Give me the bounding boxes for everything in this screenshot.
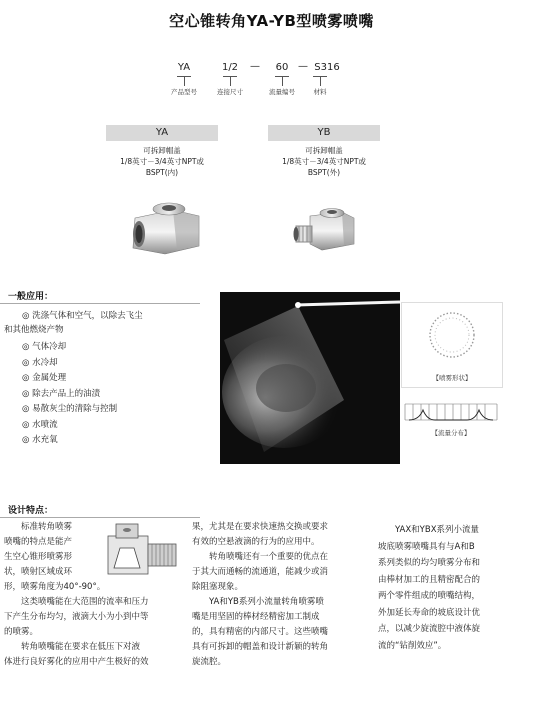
variant-yb-header: YB (268, 125, 380, 141)
design-col1-bottom: 形，喷雾角度为40°-90°。 这类喷嘴能在大范围的流率和压力 下产生分布均匀，液滴大小为小到中等 的喷雾。 转角喷嘴能在要求在低压下对液 体进行良好雾化的应用中产生极好的效 (4, 582, 149, 667)
list-item: ◎ 除去产品上的油渍 (22, 388, 101, 399)
code-label-model: 产品型号 (171, 88, 197, 96)
flow-distribution-panel (401, 398, 501, 438)
applications-list (22, 340, 117, 449)
code-dash: — (250, 61, 260, 72)
flow-distribution-chart-icon (401, 398, 501, 424)
spray-ring-icon (402, 303, 502, 369)
code-label-size: 连接尺寸 (217, 88, 243, 96)
list-item: ◎ 水喷流 (22, 419, 58, 430)
code-dash: — (298, 61, 308, 72)
variant-ya-header: YA (106, 125, 218, 141)
spray-shape-panel (401, 302, 503, 388)
list-item: ◎ 易散灰尘的清除与控制 (22, 404, 118, 414)
design-col2: 果，尤其是在要求快速热交换或要求 有效的空悬液滴的行为的应用中。 转角喷嘴还有一个重要的优点在 于其大而通畅的流通道，能减少或消 除阻塞现象。 YA和YB系列小流量转角喷雾喷 嘴是用坚固的棒材经精密加工制成 的，具有精密的内部尺寸。这些喷嘴 具有可拆卸的帽盖和设计新颖的转角 旋流腔。 (192, 522, 329, 667)
design-features-heading: 设计特点： (8, 506, 54, 516)
general-applications-heading: 一般应用： (8, 292, 54, 302)
list-item: ◎ 气体冷却 (22, 342, 67, 352)
spray-shape-caption: 【喷雾形状】 (432, 374, 472, 382)
flow-distribution-caption: 【流量分布】 (431, 429, 471, 437)
list-item: ◎ 水冷却 (22, 357, 58, 368)
nozzle-cutaway-image (106, 522, 178, 580)
applications-intro: ◎ 洗涤气体和空气，以除去飞尘 (22, 311, 143, 321)
design-col3: YAX和YBX系列小流量 坡底喷雾喷嘴具有与A和B 系列类似的均匀喷雾分布和 由棒材加工的且精密配合的 两个零件组成的喷嘴结构， 外加延长寿命的坡底设计优 点，以减少旋流腔中液体旋 流的“钻削效应”。 (378, 525, 481, 651)
code-part-size: 1/2 (221, 62, 239, 73)
spray-photo (220, 292, 400, 464)
code-part-flow: 60 (275, 62, 289, 73)
code-part-model: YA (177, 62, 191, 73)
design-col1-top: 标准转角喷雾 喷嘴的特点是能产 生空心锥形喷雾形 状，喷射区域成环 (4, 522, 73, 577)
list-item: ◎ 金属处理 (22, 373, 67, 383)
nozzle-ya-image (125, 196, 205, 258)
nozzle-yb-image (292, 202, 362, 258)
variant-yb-desc: 可拆卸帽盖 1/8英寸－3/4英寸NPT或 BSPT(外) (282, 146, 366, 177)
code-label-material: 材料 (313, 88, 327, 96)
variant-ya-desc: 可拆卸帽盖 1/8英寸－3/4英寸NPT或 BSPT(内) (120, 146, 204, 177)
code-label-flow: 流量编号 (269, 88, 295, 96)
list-item: ◎ 水充氧 (22, 435, 58, 445)
applications-intro-cont: 和其他燃烧产物 (4, 325, 64, 335)
page-title: 空心锥转角YA-YB型喷雾喷嘴 (169, 12, 374, 30)
code-part-material: S316 (314, 62, 340, 73)
